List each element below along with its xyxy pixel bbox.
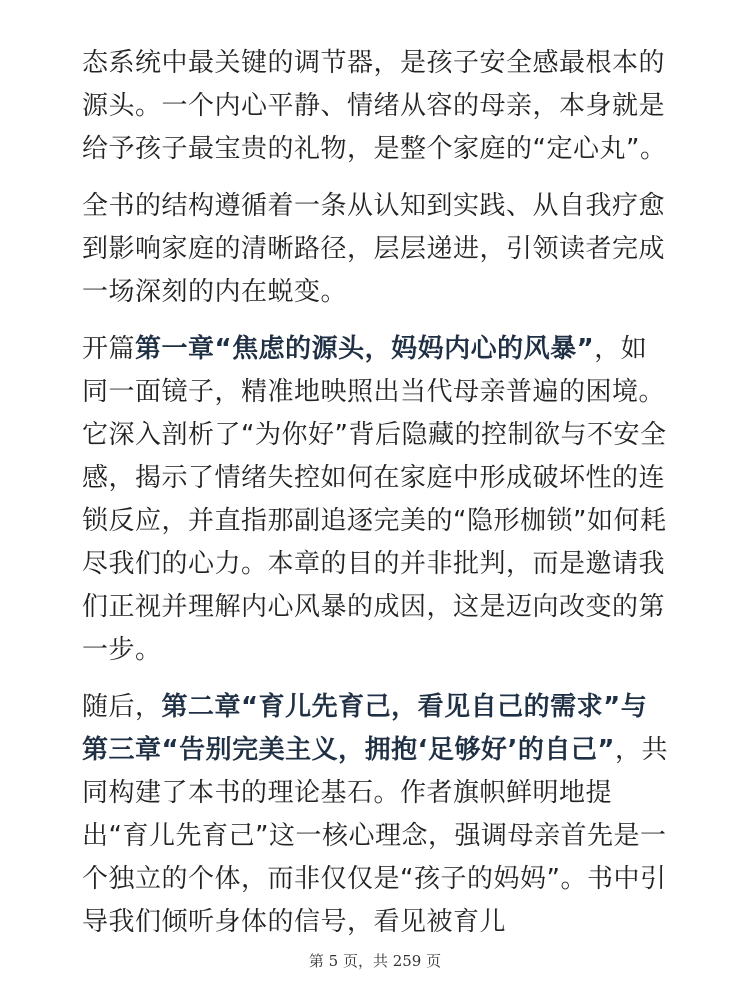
chapter-title-bold: 第一章“焦虑的源头，妈妈内心的风暴”	[135, 334, 595, 364]
page-content	[82, 42, 672, 958]
paragraph	[82, 42, 672, 171]
text-run: ，如同一面镜子，精准地映照出当代母亲普遍的困境。它深入剖析了“为你好”背后隐藏的控制欲与不安全感，揭示了情绪失控如何在家庭中形成破坏性的连锁反应，并直指那副追逐完美的“隐形枷锁”如何耗尽我们的心力。本章的目的并非批判，而是邀请我们正视并理解内心风暴的成因，这是迈向改变的第一步。	[82, 334, 667, 665]
text-run: 随后，	[82, 692, 162, 722]
paragraph	[82, 185, 672, 314]
text-run: 态系统中最关键的调节器，是孩子安全感最根本的源头。一个内心平静、情绪从容的母亲，本身就是给予孩子最宝贵的礼物，是整个家庭的“定心丸”。	[82, 48, 667, 164]
paragraph	[82, 686, 672, 944]
page-number-footer: 第 5 页，共 259 页	[308, 952, 442, 970]
text-run: 开篇	[82, 334, 136, 364]
text-run: ，共同构建了本书的理论基石。作者旗帜鲜明地提出“育儿先育己”这一核心理念，强调母亲首先是一个独立的个体，而非仅仅是“孩子的妈妈”。书中引导我们倾听身体的信号，看见被育儿	[82, 735, 668, 937]
text-run: 全书的结构遵循着一条从认知到实践、从自我疗愈到影响家庭的清晰路径，层层递进，引领读者完成一场深刻的内在蜕变。	[82, 191, 666, 307]
paragraph	[82, 328, 672, 672]
chapter-title-bold: 第二章“育儿先育己，看见自己的需求”与第三章“告别完美主义，拥抱‘足够好’的自己”	[82, 692, 648, 765]
